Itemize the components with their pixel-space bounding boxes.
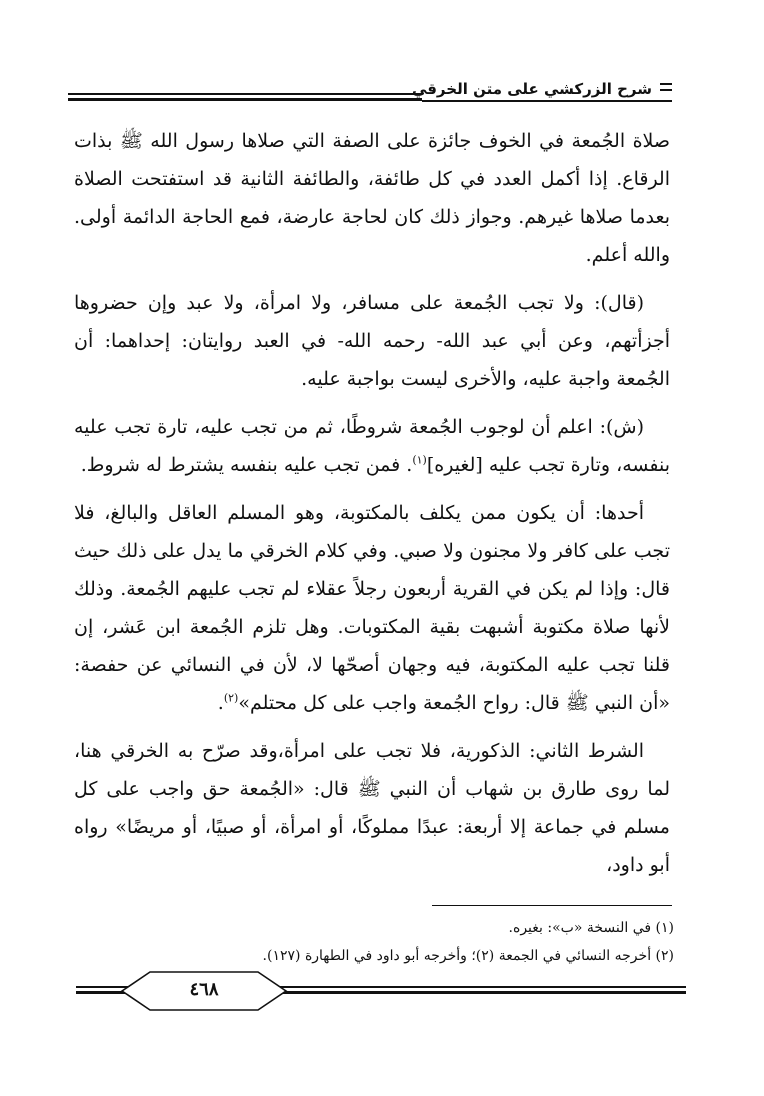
header-underline: [422, 100, 672, 102]
page-number: ٤٦٨: [189, 979, 219, 1000]
footnote-separator: [432, 905, 672, 906]
paragraph: صلاة الجُمعة في الخوف جائزة على الصفة التي صلاها رسول الله ﷺ بذات الرقاع. إذا أكمل العدد في كل طائفة، والطائفة الثانية قد استفتحت الصلاة بعدما صلاها غيرهم. وجواز ذلك كان لحاجة عارضة، فمع الحاجة الدائمة أولى. والله أعلم.: [74, 130, 670, 266]
paragraph: [74, 408, 670, 484]
paragraph-text: . فمن تجب عليه بنفسه يشترط له شروط.: [80, 454, 413, 476]
footer-rule-right: [276, 986, 686, 994]
footnotes: [80, 914, 674, 970]
footnote: (٢) أخرجه النسائي في الجمعة (٢)؛ وأخرجه أبو داود في الطهارة (١٢٧).: [262, 948, 674, 964]
paragraph-text: أحدها: أن يكون ممن يكلف بالمكتوبة، وهو المسلم العاقل والبالغ، فلا تجب على كافر ولا مجنون ولا صبي. وفي كلام الخرقي ما يدل على ذلك حيث قال: وإذا لم يكن في القرية أربعون رجلاً عقلاء لم تجب عليهم الجُمعة. وذلك لأنها صلاة مكتوبة أشبهت بقية المكتوبات. وهل تلزم الجُمعة ابن عَشر، إن قلنا تجب عليه المكتوبة، فيه وجهان أصحّها لا، لأن في النسائي عن حفصة: «أن النبي ﷺ قال: رواح الجُمعة واجب على كل محتلم»: [74, 502, 670, 714]
paragraph: أحدها: أن يكون ممن يكلف بالمكتوبة، وهو المسلم العاقل والبالغ، فلا تجب على كافر ولا مجنون ولا صبي. وفي كلام الخرقي ما يدل على ذلك حيث قال: وإذا لم يكن في القرية أربعون رجلاً عقلاء لم تجب عليهم الجُمعة. وذلك لأنها صلاة مكتوبة أشبهت بقية المكتوبات. وهل تلزم الجُمعة ابن عَشر، إن قلنا تجب عليه المكتوبة، فيه وجهان أصحّها لا، لأن في النسائي عن حفصة: «أن النبي ﷺ قال: رواح الجُمعة واجب على كل محتلم»$^{(٢)}$.: [74, 502, 670, 714]
header-rule: [68, 93, 422, 101]
running-header: [68, 80, 672, 110]
footnote: (١) في النسخة «ب»: بغيره.: [508, 920, 674, 936]
paragraph-text: (ش): اعلم أن لوجوب الجُمعة شروطًا، ثم من تجب عليه، تارة تجب عليه بنفسه، وتارة تجب عليه [لغيره]: [74, 416, 670, 476]
footnote-ref: (١): [412, 453, 427, 467]
header-ornament-icon: [660, 83, 672, 91]
paragraph: الشرط الثاني: الذكورية، فلا تجب على امرأة،وقد صرّح به الخرقي هنا، لما روى طارق بن شهاب أن النبي ﷺ قال: «الجُمعة حق واجب على كل مسلم في جماعة إلا أربعة: عبدًا مملوكًا، أو امرأة، أو صبيًا، أو مريضًا» رواه أبو داود،: [74, 740, 670, 876]
header-title: شرح الزركشي على متن الخرقي: [411, 80, 652, 98]
main-text: [74, 122, 670, 894]
page-footer: [76, 970, 686, 1014]
paragraph: (قال): ولا تجب الجُمعة على مسافر، ولا امرأة، ولا عبد وإن حضروها أجزأتهم، وعن أبي عبد الله- رحمه الله- في العبد روايتان: إحداهما: أن الجُمعة واجبة عليه، والأخرى ليست بواجبة عليه.: [74, 292, 670, 390]
footnote-ref: (٢): [223, 691, 239, 705]
